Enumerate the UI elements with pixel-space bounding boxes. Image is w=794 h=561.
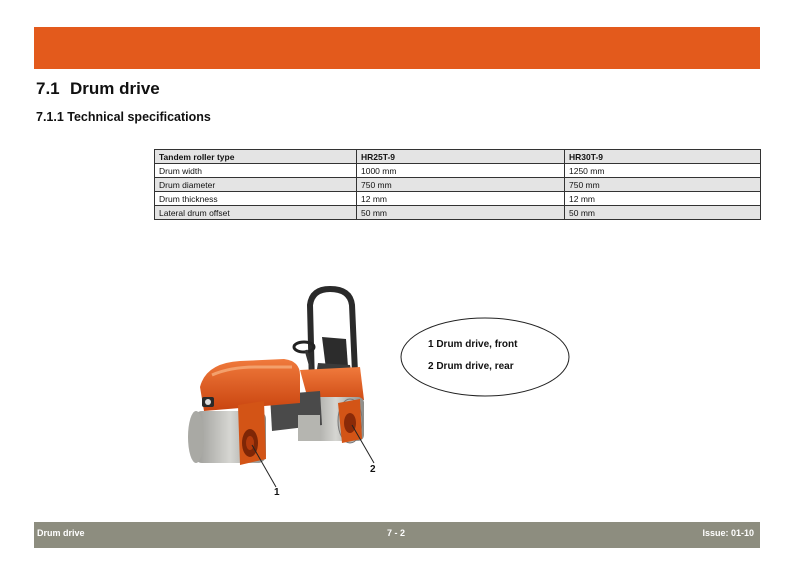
table-cell: 750 mm [565, 178, 761, 192]
table-header-cell: HR30T-9 [565, 150, 761, 164]
table-cell: Drum width [155, 164, 357, 178]
table-cell: 1000 mm [357, 164, 565, 178]
legend-item-front: 1 Drum drive, front [428, 339, 518, 350]
legend-item-rear: 2 Drum drive, rear [428, 361, 514, 372]
section-number: 7.1 [36, 79, 60, 98]
table-cell: Drum diameter [155, 178, 357, 192]
subsection-title: 7.1.1 Technical specifications [36, 110, 211, 124]
footer-chapter: Drum drive [37, 528, 85, 538]
table-header-cell: HR25T-9 [357, 150, 565, 164]
table-cell: Lateral drum offset [155, 206, 357, 220]
table-cell: 50 mm [357, 206, 565, 220]
table-cell: 12 mm [357, 192, 565, 206]
table-cell: 750 mm [357, 178, 565, 192]
footer-page-number: 7 - 2 [387, 528, 406, 538]
table-cell: 50 mm [565, 206, 761, 220]
table-row [155, 164, 761, 178]
header-bar [34, 27, 760, 69]
table-header-row [155, 150, 761, 164]
tandem-roller-illustration [160, 275, 415, 505]
table-row [155, 178, 761, 192]
callout-1: 1 [274, 487, 280, 498]
section-title [36, 79, 160, 99]
table-row [155, 192, 761, 206]
legend [400, 317, 570, 397]
table-row [155, 206, 761, 220]
table-cell: 1250 mm [565, 164, 761, 178]
footer-issue: Issue: 01-10 [702, 528, 754, 538]
section-title-text: Drum drive [70, 79, 160, 98]
legend-ellipse [400, 317, 570, 397]
spec-table [154, 149, 761, 220]
callout-2: 2 [370, 464, 376, 475]
table-header-cell: Tandem roller type [155, 150, 357, 164]
table-cell: 12 mm [565, 192, 761, 206]
footer-bar [34, 522, 760, 548]
table-cell: Drum thickness [155, 192, 357, 206]
